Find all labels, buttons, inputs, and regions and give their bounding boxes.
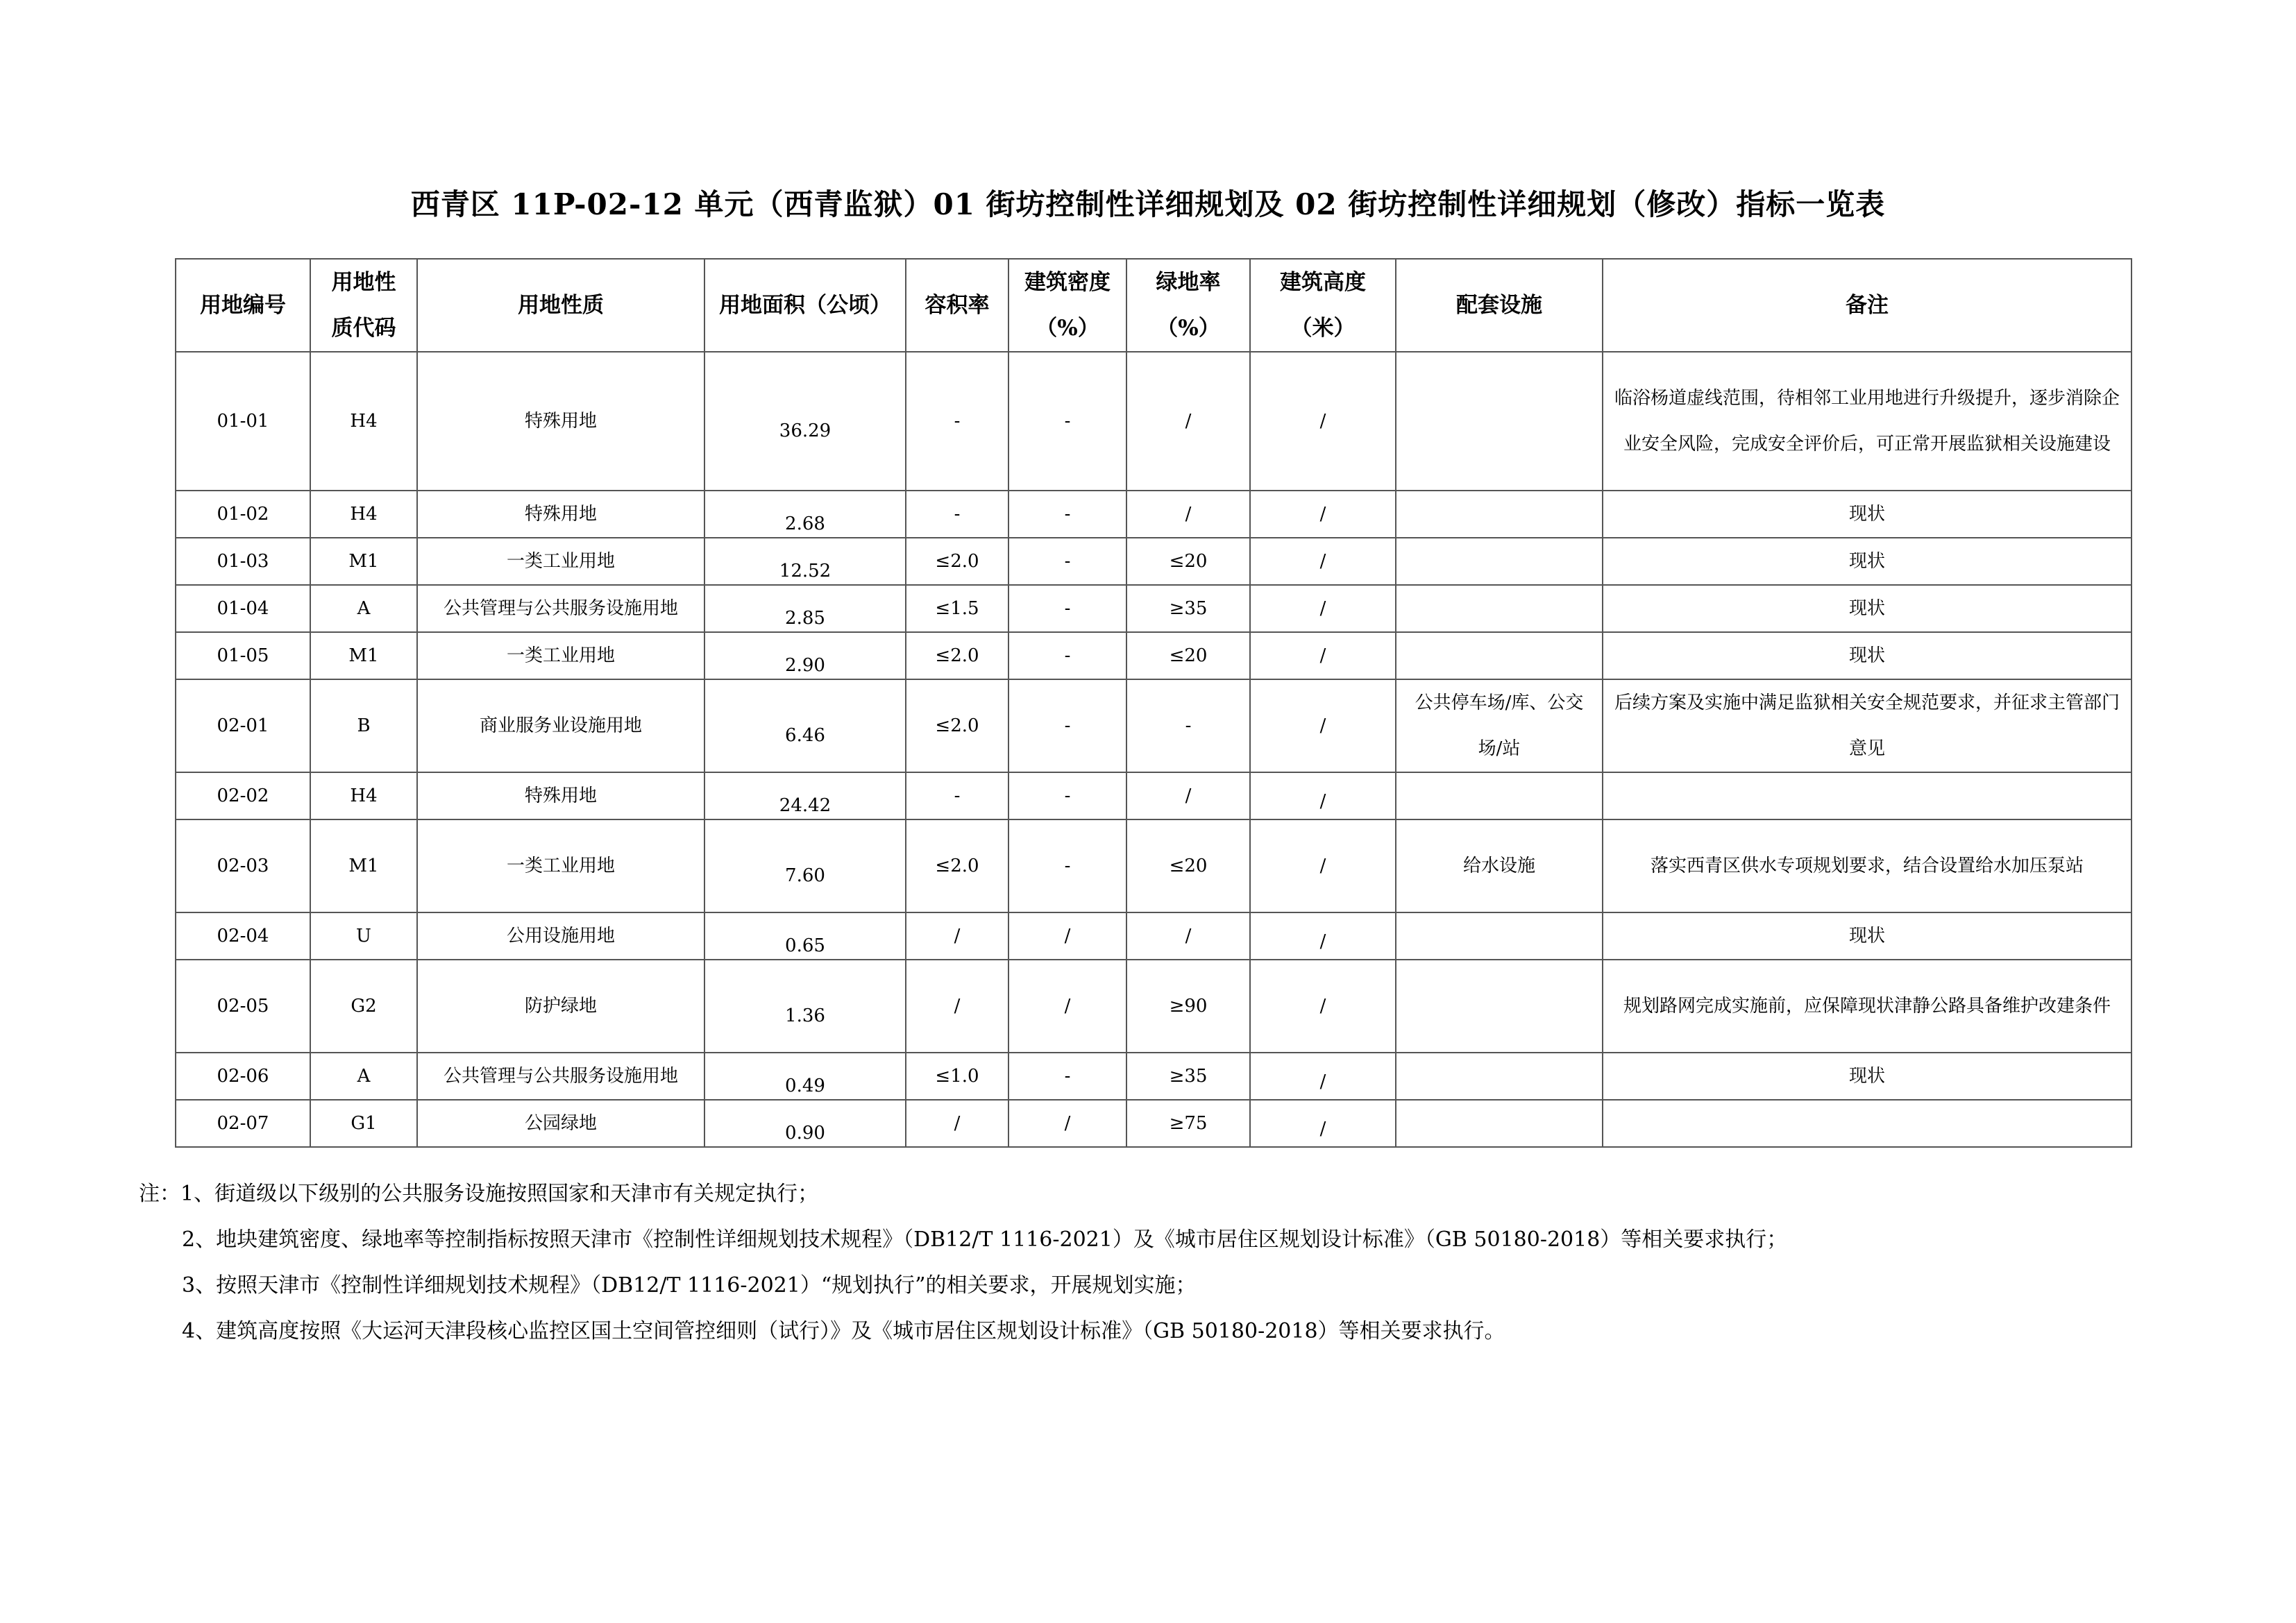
land-code-cell: G2 [310,960,417,1053]
density-cell: - [1008,1053,1126,1100]
table-row [176,912,2132,960]
note-line: 3、按照天津市《控制性详细规划技术规程》（DB12/T 1116-2021）“规划执行”的相关要求，开展规划实施； [182,1273,1197,1298]
col-header-remarks: 备注 [1603,259,2132,352]
land-code-cell: H4 [310,772,417,819]
facility-cell [1396,912,1603,960]
plot-id-cell: 01-01 [176,352,310,491]
note-line: 2、地块建筑密度、绿地率等控制指标按照天津市《控制性详细规划技术规程》（DB12/T 1116-2021）及《城市居住区规划设计标准》（GB 50180-2018）等相关要求执行； [182,1227,1788,1252]
facility-cell: 给水设施 [1396,819,1603,912]
plot-id-cell: 01-02 [176,491,310,538]
far-cell: / [906,912,1008,960]
density-cell: / [1008,912,1126,960]
density-cell: - [1008,491,1126,538]
density-cell: - [1008,538,1126,585]
facility-cell [1396,585,1603,632]
far-cell: ≤2.0 [906,632,1008,679]
area-cell: 2.68 [704,491,906,538]
plot-id-cell: 02-02 [176,772,310,819]
remark-cell: 现状 [1603,585,2132,632]
plot-id-cell: 02-06 [176,1053,310,1100]
green-ratio-cell: ≥90 [1126,960,1250,1053]
far-cell: ≤1.0 [906,1053,1008,1100]
remark-cell: 现状 [1603,538,2132,585]
height-cell: / [1250,538,1396,585]
plot-id-cell: 01-05 [176,632,310,679]
facility-cell [1396,960,1603,1053]
facility-cell: 公共停车场/库、公交场/站 [1396,679,1603,772]
facility-cell [1396,491,1603,538]
facility-cell [1396,772,1603,819]
land-code-cell: H4 [310,491,417,538]
area-cell: 7.60 [704,819,906,912]
remark-cell: 规划路网完成实施前，应保障现状津静公路具备维护改建条件 [1603,960,2132,1053]
green-ratio-cell: ≤20 [1126,538,1250,585]
green-ratio-cell: / [1126,491,1250,538]
area-cell: 2.85 [704,585,906,632]
land-code-cell: B [310,679,417,772]
land-nature-cell: 一类工业用地 [417,538,704,585]
remark-cell: 现状 [1603,1053,2132,1100]
table-row [176,1100,2132,1147]
table-row [176,960,2132,1053]
land-nature-cell: 特殊用地 [417,352,704,491]
area-cell: 1.36 [704,960,906,1053]
plot-id-cell: 02-01 [176,679,310,772]
land-code-cell: A [310,585,417,632]
far-cell: ≤2.0 [906,538,1008,585]
far-cell: - [906,491,1008,538]
density-cell: - [1008,632,1126,679]
page-title: 西青区 11P-02-12 单元（西青监狱）01 街坊控制性详细规划及 02 街坊控制性详细规划（修改）指标一览表 [410,187,1886,221]
land-nature-cell: 公共管理与公共服务设施用地 [417,585,704,632]
land-nature-cell: 公共管理与公共服务设施用地 [417,1053,704,1100]
land-nature-cell: 特殊用地 [417,772,704,819]
land-code-cell: M1 [310,538,417,585]
table-row [176,679,2132,772]
table-row [176,632,2132,679]
note-line: 4、建筑高度按照《大运河天津段核心监控区国土空间管控细则（试行）》及《城市居住区规划设计标准》（GB 50180-2018）等相关要求执行。 [182,1319,1505,1343]
land-code-cell: M1 [310,632,417,679]
far-cell: ≤2.0 [906,819,1008,912]
remark-cell [1603,1100,2132,1147]
land-nature-cell: 特殊用地 [417,491,704,538]
facility-cell [1396,1053,1603,1100]
far-cell: / [906,960,1008,1053]
remark-cell: 现状 [1603,491,2132,538]
land-code-cell: M1 [310,819,417,912]
table-row [176,819,2132,912]
plot-id-cell: 01-03 [176,538,310,585]
height-cell: / [1250,772,1396,819]
green-ratio-cell: / [1126,912,1250,960]
height-cell: / [1250,632,1396,679]
land-nature-cell: 防护绿地 [417,960,704,1053]
green-ratio-cell: / [1126,772,1250,819]
green-ratio-cell: ≥35 [1126,585,1250,632]
area-cell: 24.42 [704,772,906,819]
height-cell: / [1250,352,1396,491]
far-cell: - [906,352,1008,491]
land-nature-cell: 一类工业用地 [417,819,704,912]
remark-cell: 后续方案及实施中满足监狱相关安全规范要求，并征求主管部门意见 [1603,679,2132,772]
remark-cell: 落实西青区供水专项规划要求，结合设置给水加压泵站 [1603,819,2132,912]
height-cell: / [1250,1100,1396,1147]
area-cell: 0.49 [704,1053,906,1100]
height-cell: / [1250,585,1396,632]
plot-id-cell: 02-04 [176,912,310,960]
col-header-area: 用地面积（公顷） [704,259,906,352]
height-cell: / [1250,819,1396,912]
land-nature-cell: 公园绿地 [417,1100,704,1147]
indicator-table [175,258,2132,1148]
area-cell: 36.29 [704,352,906,491]
far-cell: ≤2.0 [906,679,1008,772]
col-header-green-ratio: 绿地率 （%） [1126,259,1250,352]
land-nature-cell: 公用设施用地 [417,912,704,960]
plot-id-cell: 02-07 [176,1100,310,1147]
density-cell: / [1008,960,1126,1053]
area-cell: 12.52 [704,538,906,585]
table-row [176,491,2132,538]
density-cell: - [1008,585,1126,632]
remark-cell: 临浴杨道虚线范围，待相邻工业用地进行升级提升，逐步消除企业安全风险，完成安全评价后，可正常开展监狱相关设施建设 [1603,352,2132,491]
land-nature-cell: 一类工业用地 [417,632,704,679]
density-cell: / [1008,1100,1126,1147]
table-row [176,772,2132,819]
facility-cell [1396,632,1603,679]
table-row [176,352,2132,491]
plot-id-cell: 02-05 [176,960,310,1053]
table-row [176,538,2132,585]
facility-cell [1396,538,1603,585]
col-header-land-nature: 用地性质 [417,259,704,352]
col-header-far: 容积率 [906,259,1008,352]
remark-cell: 现状 [1603,912,2132,960]
density-cell: - [1008,352,1126,491]
area-cell: 0.90 [704,1100,906,1147]
col-header-plot-id: 用地编号 [176,259,310,352]
density-cell: - [1008,679,1126,772]
land-code-cell: A [310,1053,417,1100]
area-cell: 2.90 [704,632,906,679]
table-header-row [176,259,2132,352]
height-cell: / [1250,1053,1396,1100]
remark-cell: 现状 [1603,632,2132,679]
green-ratio-cell: ≤20 [1126,819,1250,912]
land-code-cell: G1 [310,1100,417,1147]
far-cell: ≤1.5 [906,585,1008,632]
area-cell: 0.65 [704,912,906,960]
table-row [176,585,2132,632]
density-cell: - [1008,772,1126,819]
height-cell: / [1250,491,1396,538]
land-code-cell: U [310,912,417,960]
col-header-facilities: 配套设施 [1396,259,1603,352]
land-nature-cell: 商业服务业设施用地 [417,679,704,772]
col-header-density: 建筑密度 （%） [1008,259,1126,352]
col-header-height: 建筑高度 （米） [1250,259,1396,352]
density-cell: - [1008,819,1126,912]
land-code-cell: H4 [310,352,417,491]
remark-cell [1603,772,2132,819]
note-line: 注：1、街道级以下级别的公共服务设施按照国家和天津市有关规定执行； [139,1182,819,1206]
plot-id-cell: 02-03 [176,819,310,912]
green-ratio-cell: ≥35 [1126,1053,1250,1100]
facility-cell [1396,1100,1603,1147]
area-cell: 6.46 [704,679,906,772]
green-ratio-cell: ≤20 [1126,632,1250,679]
far-cell: - [906,772,1008,819]
facility-cell [1396,352,1603,491]
table-row [176,1053,2132,1100]
height-cell: / [1250,960,1396,1053]
far-cell: / [906,1100,1008,1147]
height-cell: / [1250,679,1396,772]
plot-id-cell: 01-04 [176,585,310,632]
col-header-land-code: 用地性 质代码 [310,259,417,352]
green-ratio-cell: ≥75 [1126,1100,1250,1147]
green-ratio-cell: / [1126,352,1250,491]
green-ratio-cell: - [1126,679,1250,772]
height-cell: / [1250,912,1396,960]
notes-block [139,1171,1787,1354]
